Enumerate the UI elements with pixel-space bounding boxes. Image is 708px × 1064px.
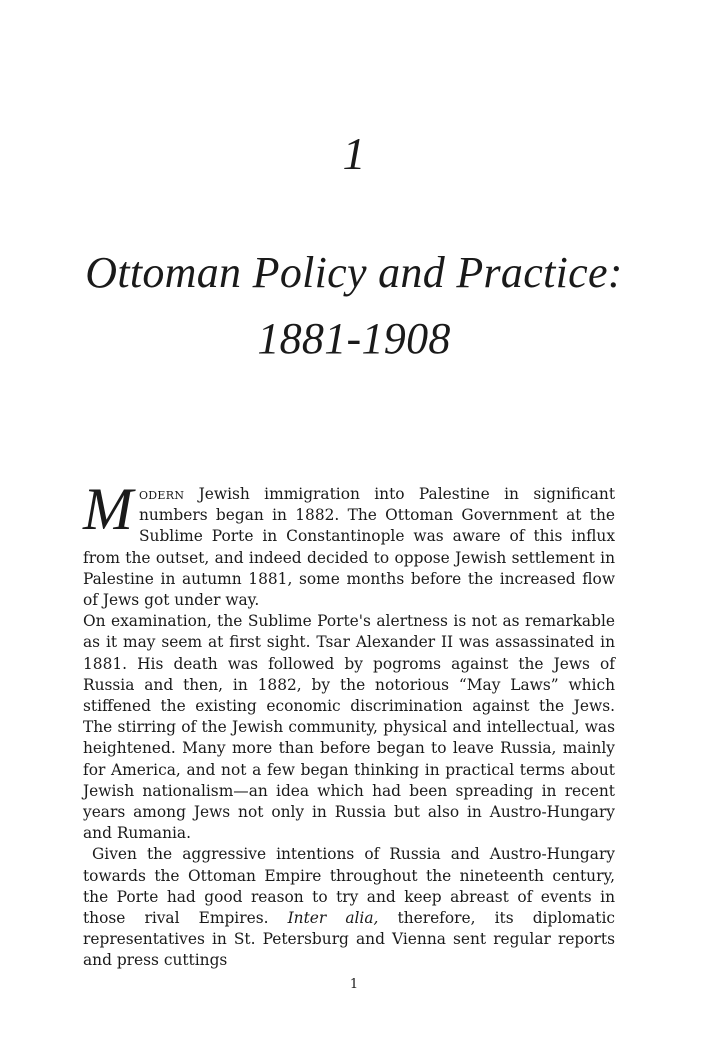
page-number: 1 <box>349 977 359 992</box>
body-text <box>83 476 616 972</box>
paragraph-3-text-end: therefore, its diplomatic representatives in St. Petersburg and Vienna sent regular reports and press cuttings <box>83 909 616 970</box>
chapter-number: 1 <box>342 128 366 179</box>
paragraph-3-italic: Inter alia, <box>287 909 379 928</box>
paragraph-1-text: Jewish immigration into Palestine in significant numbers began in 1882. The Ottoman Government at the Sublime Porte in Constantinople was aware of this influx from the outset, and indeed decided to oppose Jewish settlement in Palestine in autumn 1881, some months before the increased flow of Jews got under way. <box>83 485 615 610</box>
chapter-title-line-1: Ottoman Policy and Practice: <box>85 248 623 297</box>
chapter-title-line-2: 1881-1908 <box>257 314 451 363</box>
paragraph-2: On examination, the Sublime Porte's alertness is not as remarkable as it may seem at first sight. Tsar Alexander II was assassinated in 1881. His death was followed by pogroms against the Jews of Russia and then, in 1882, by the notorious “May Laws” which stiffened the existing economic discrimination against the Jews. The stirring of the Jewish community, physical and intellectual, was heightened. Many more than before began to leave Russia, mainly for America, and not a few began thinking in practical terms about Jewish nationalism—an idea which had been spreading in recent years among Jews not only in Russia but also in Austro-Hungary and Rumania. <box>83 612 615 843</box>
chapter-title <box>0 240 708 372</box>
paragraph-3-text-start: Given the aggressive intentions of Russia and Austro-Hungary towards the Ottoman Empire throughout the nineteenth century, the Porte had good reason to try and keep abreast of events in those rival Empires. <box>83 845 615 928</box>
drop-cap: M <box>83 476 133 542</box>
paragraph-3 <box>83 844 615 971</box>
paragraph-1 <box>83 476 615 611</box>
smallcaps-lead: odern <box>138 485 185 503</box>
